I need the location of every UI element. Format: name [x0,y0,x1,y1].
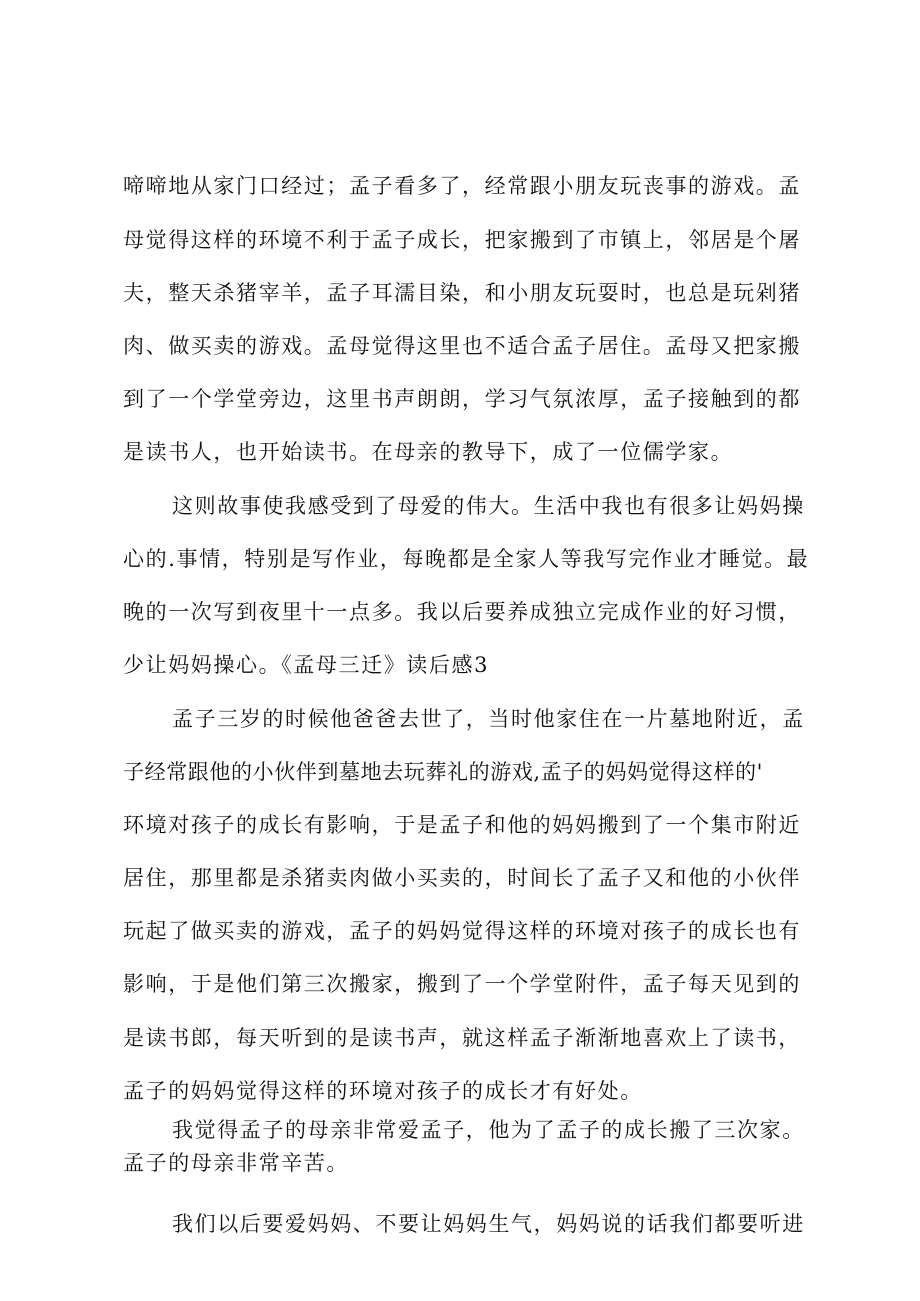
text-line: 影响，于是他们第三次搬家，搬到了一个学堂附件，孟子每天见到的 [123,972,801,996]
text-line: 环境对孩子的成长有影响，于是孟子和他的妈妈搬到了一个集市附近 [123,813,801,837]
text-line: 到了一个学堂旁边，这里书声朗朗，学习气氛浓厚，孟子接触到的都 [123,387,801,411]
text-line: 孟子的妈妈觉得这样的环境对孩子的成长才有好处。 [123,1079,643,1103]
text-line: 我觉得孟子的母亲非常爱孟子，他为了孟子的成长搬了三次家。 [172,1118,805,1142]
text-line: 孟子的母亲非常辛苦。 [123,1151,349,1175]
text-line: 肉、做买卖的游戏。孟母觉得这里也不适合孟子居住。孟母又把家搬 [123,334,801,358]
text-line: 心的.事情，特别是写作业，每晚都是全家人等我写完作业才睡觉。最 [123,547,810,571]
text-line: 孟子三岁的时候他爸爸去世了，当时他家住在一片墓地附近，孟 [172,707,805,731]
text-line: 啼啼地从家门口经过；孟子看多了，经常跟小朋友玩丧事的游戏。孟 [123,174,801,198]
text-line: 少让妈妈操心。《孟母三迁》读后感3 [123,653,490,677]
text-line: 这则故事使我感受到了母爱的伟大。生活中我也有很多让妈妈操 [172,494,805,518]
text-line: 子经常跟他的小伙伴到墓地去玩葬礼的游戏,孟子的妈妈觉得这样的' [123,760,764,784]
text-line: 晚的一次写到夜里十一点多。我以后要养成独立完成作业的好习惯， [123,600,801,624]
text-line: 是读书郎，每天听到的是读书声，就这样孟子渐渐地喜欢上了读书， [123,1026,801,1050]
text-line: 我们以后要爱妈妈、不要让妈妈生气，妈妈说的话我们都要听进 [172,1212,805,1236]
text-line: 居住，那里都是杀猪卖肉做小买卖的，时间长了孟子又和他的小伙伴 [123,866,801,890]
text-line: 玩起了做买卖的游戏，孟子的妈妈觉得这样的环境对孩子的成长也有 [123,919,801,943]
text-line: 夫，整天杀猪宰羊，孟子耳濡目染，和小朋友玩耍时，也总是玩剁猪 [123,281,801,305]
text-line: 母觉得这样的环境不利于孟子成长，把家搬到了市镇上，邻居是个屠 [123,228,801,252]
text-line: 是读书人，也开始读书。在母亲的教导下，成了一位儒学家。 [123,440,734,464]
